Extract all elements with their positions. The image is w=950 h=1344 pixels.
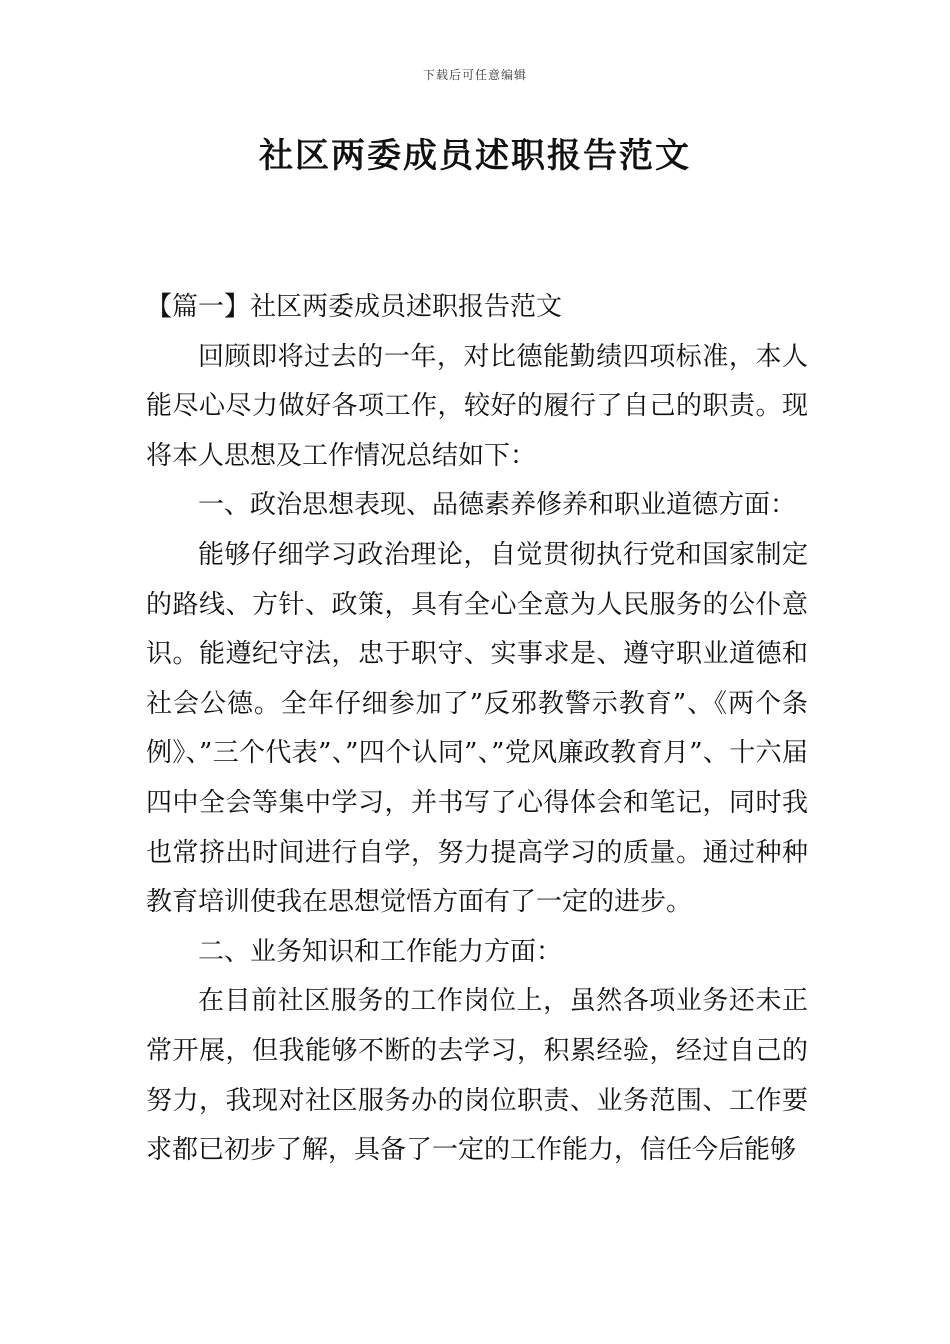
subheading-business: 二、业务知识和工作能力方面： <box>198 936 563 967</box>
paragraph-intro: 回顾即将过去的一年，对比德能勤绩四项标准，本人能尽心尽力做好各项工作，较好的履行了自己的职责。现将本人思想及工作情况总结如下： <box>146 341 808 471</box>
section-heading: 【篇一】社区两委成员述职报告范文 <box>146 292 563 322</box>
subheading-political: 一、政治思想表现、品德素养修养和职业道德方面： <box>198 490 797 521</box>
paragraph-business: 在目前社区服务的工作岗位上，虽然各项业务还未正常开展，但我能够不断的去学习，积累经验，经过自己的努力，我现对社区服务办的岗位职责、业务范围、工作要求都已初步了解，具备了一定的工作能力，信任今后能够 <box>146 986 808 1166</box>
paragraph-political: 能够仔细学习政治理论，自觉贯彻执行党和国家制定的路线、方针、政策，具有全心全意为人民服务的公仆意识。能遵纪守法，忠于职守、实事求是、遵守职业道德和社会公德。全年仔细参加了”反邪教警示教育”、《两个条例》、”三个代表”、”四个认同”、”党风廉政教育月”、十六届四中全会等集中学习，并书写了心得体会和笔记，同时我也常挤出时间进行自学，努力提高学习的质量。通过种种教育培训使我在思想觉悟方面有了一定的进步。 <box>146 539 808 918</box>
header-note: 下载后可任意编辑 <box>422 68 527 82</box>
document-title: 社区两委成员述职报告范文 <box>259 136 691 176</box>
document-body <box>146 283 808 1176</box>
